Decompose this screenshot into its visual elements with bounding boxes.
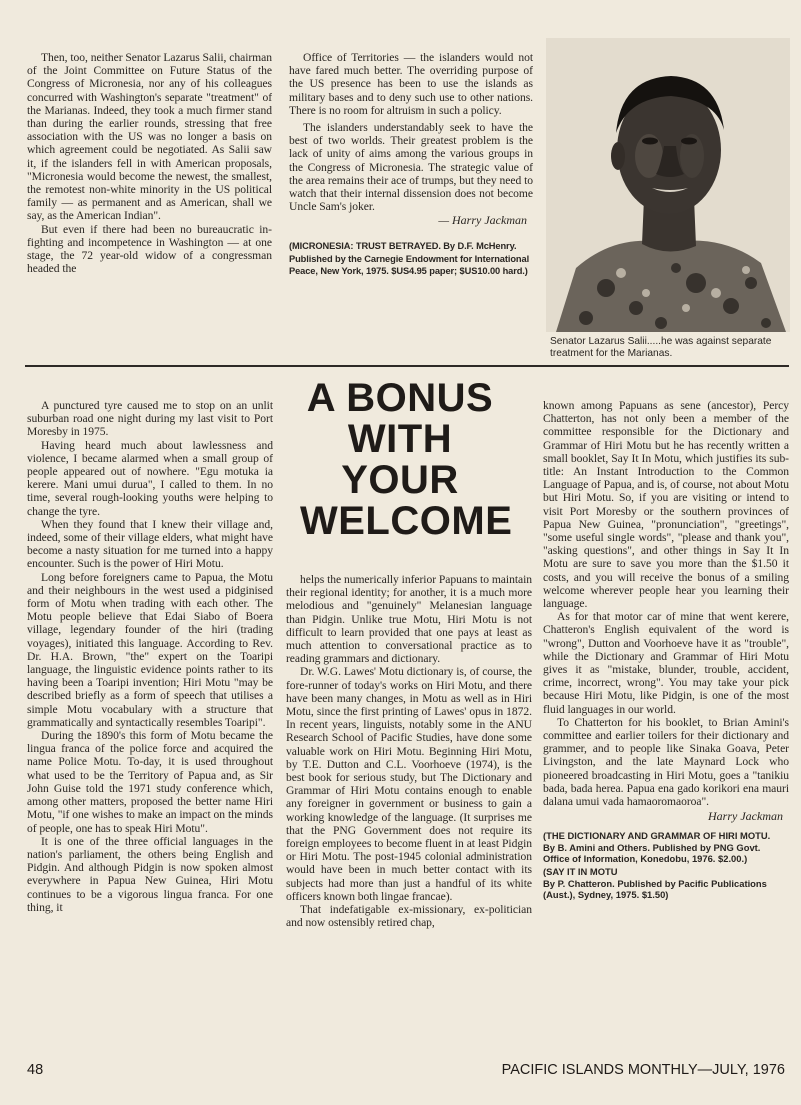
book-title: (SAY IT IN MOTU: [543, 866, 618, 878]
author-signature: Harry Jackman: [708, 809, 783, 824]
article-column-1: [27, 399, 273, 1049]
paragraph: Having heard much about lawlessness and violence, I became alarmed when a small group of people appeared out of nowhere. "Egu motuka ia kerere. Mani umui durua", I called to them. In no time, several rough-looking youths were helping to change the tyre.: [27, 438, 273, 518]
article-headline: A BONUS WITH YOUR WELCOME: [300, 376, 513, 543]
paragraph: During the 1890's this form of Motu became the lingua franca of the police force and acquired the name Police Motu. To-day, it is used throughout what used to be the Territory of Papua and, as Sir John Guise told the 1971 study conference which, among other matters, proposed the better name Hiri Motu, "if one wishes to make an impact on the minds of people, one has to speak Hiri Motu".: [27, 729, 273, 835]
paragraph: The islanders understandably seek to have the best of two worlds. Their greatest problem is the lack of unity of aims among the various groups in the Congress of Micronesia. The strategic value of the area remains their ace of trumps, but they need to watch that their internal dissension does not become Uncle Sam's joker.: [289, 121, 533, 214]
top-story-column-1: [27, 51, 272, 361]
book-details: By B. Amini and Others. Published by PNG Govt. Office of Information, Konedobu, 1976. $2.00.): [543, 841, 761, 865]
paragraph: But even if there had been no bureaucratic in-fighting and incompetence in Washington — at one stage, the 72 year-old widow of a congressman headed the: [27, 222, 272, 276]
paragraph: That indefatigable ex-missionary, ex-politician and now ostensibly retired chap,: [286, 903, 532, 930]
page-number: 48: [27, 1062, 44, 1078]
paragraph: To Chatterton for his booklet, to Brian Amini's committee and earlier toilers for their dictionary and grammer, and to people like Sinaka Goava, Peter Livingston, and the late Maynard Lock who pioneered broadcasting in Hiri Motu, goes a "tanikiu bada, bada herea. Papua ena gado korikori ena mauri dalana umui vada hamaoromaoroa".: [543, 715, 789, 809]
senator-photo: [546, 38, 790, 332]
publication-footer: PACIFIC ISLANDS MONTHLY—JULY, 1976: [501, 1062, 785, 1078]
paragraph: known among Papuans as sene (ancestor), Percy Chatterton, has not only been a member of the committee responsible for the Dictionary and Grammar of Hiri Motu but he has recently written a small booklet, Say It In Motu, which justifies its sub-title: An Instant Introduction to the Common Language of Papua, and is, of course, not about Motu but Hiri Motu. So, if you are visiting or intend to visit Port Moresby or the southern provinces of Papua New Guinea, "pronunciation", "greetings", "some useful single words", "please and thank you", "asking questions", and other things in Say It In Motu are sure to save you more than the $1.50 it costs, and you will receive the bonus of a smiling welcome wherever people hear you learning their language.: [543, 399, 789, 611]
book-reference-1: [543, 830, 789, 865]
paragraph: As for that motor car of mine that went kerere, Chatteron's English equivalent of the word is "wrong", Dutton and Voorhoeve have it as "trouble", while the Dictionary and Grammar of Hiri Motu gives it as "mistake, blunder, trouble, accident, crime, incorrect, wrong". You may take your pick because Hiri Motu, like Pidgin, is one of the most fluid languages in our world.: [543, 610, 789, 716]
paragraph: Office of Territories — the islanders would not have fared much better. The overriding purpose of the US presence has been to use the islands as military bases and to deny such use to other nations. There is no room for altruism in such a policy.: [289, 51, 533, 117]
article-column-2: [286, 573, 532, 1049]
book-reference-2: [543, 866, 789, 901]
photo-caption: Senator Lazarus Salii.....he was against separate treatment for the Marianas.: [550, 336, 772, 359]
author-signature: — Harry Jackman: [438, 213, 527, 228]
paragraph: It is one of the three official languages in the nation's parliament, the others being English and Pidgin. And although Pidgin is now spoken almost everywhere in Papua New Guinea, Hiri Motu continues to be a vigorous lingua franca. For one thing, it: [27, 834, 273, 914]
book-title: (THE DICTIONARY AND GRAMMAR OF HIRI MOTU.: [543, 830, 771, 842]
paragraph: A punctured tyre caused me to stop on an unlit suburban road one night during my last visit to Port Moresby in 1975.: [27, 399, 273, 439]
article-column-3: [543, 399, 789, 1054]
paragraph: helps the numerically inferior Papuans to maintain their regional identity; for another, it is a much more melodious and "genuinely" Melanesian language than Pidgin. Unlike true Motu, Hiri Motu is not difficult to learn provided that one pays at least as much attention to conversational practice as to reading grammars and dictionary.: [286, 573, 532, 666]
paragraph: Long before foreigners came to Papua, the Motu and their neighbours in the west used a pidginised form of Motu when trading with each other. The Motu people believe that Edai Siabo of Boera village, legendary founder of the hiri (trading voyages), initiated this language. According to Rev. Dr. H.A. Brown, "the" expert on the Toaripi language, the linguistic evidence points rather to its having been a Toaripi invention; Hiri Motu "may be described briefly as a form of speech that utilises a simple Motu vocabulary with a structure that grammatically and syntactically resembles Toaripi".: [27, 570, 273, 729]
section-divider: [25, 365, 789, 367]
book-details: By P. Chatteron. Published by Pacific Publications (Aust.), Sydney, 1975. $1.50): [543, 877, 767, 901]
top-story-column-2: [289, 51, 533, 341]
paragraph: Dr. W.G. Lawes' Motu dictionary is, of course, the fore-runner of today's works on Hiri Motu, and there have been many changes, in Motu as well as in Hiri Motu, since the first printing of Lawes' opus in 1872. In recent years, linguists, notably some in the ANU Research School of Pacific Studies, have done some valuable work on Hiri Motu. Beginning Hiri Motu, by T.E. Dutton and C.L. Voorhoeve (1974), is the best book for serious study, but The Dictionary and Grammar of Hiri Motu contains enough to enable any foreigner in government or business to gain a working knowledge of the language. (It surprises me that the PNG Government does not require its foreign employees to become fluent in at least Pidgin or Hiri Motu. The post-1945 colonial administration would have been in much better contact with its subjects had more than just a handful of its white officers known both lingae francae).: [286, 665, 532, 903]
paragraph: When they found that I knew their village and, indeed, some of their village elders, what might have become a nasty situation for me turned into a happy encounter. Such is the power of Hiri Motu.: [27, 517, 273, 571]
paragraph: Then, too, neither Senator Lazarus Salii, chairman of the Joint Committee on Future Status of the Congress of Micronesia, nor any of his colleagues concurred with Washington's separate "treatment" of the Marianas. Indeed, they took a much firmer stand than during the earlier rounds, stressing that free association with the US was no longer a basis on which agreement could be negotiated. As Salii saw it, if the islanders fell in with American proposals, "Micronesia would become the newest, the smallest, the remotest non-white minority in the US political family — as permanent and as American, shall we say, as the American Indian".: [27, 51, 272, 223]
book-reference: (MICRONESIA: TRUST BETRAYED. By D.F. McHenry. Published by the Carnegie Endowment for International Peace, New York, 1975. $US4.95 paper; $US10.00 hard.): [289, 241, 530, 277]
